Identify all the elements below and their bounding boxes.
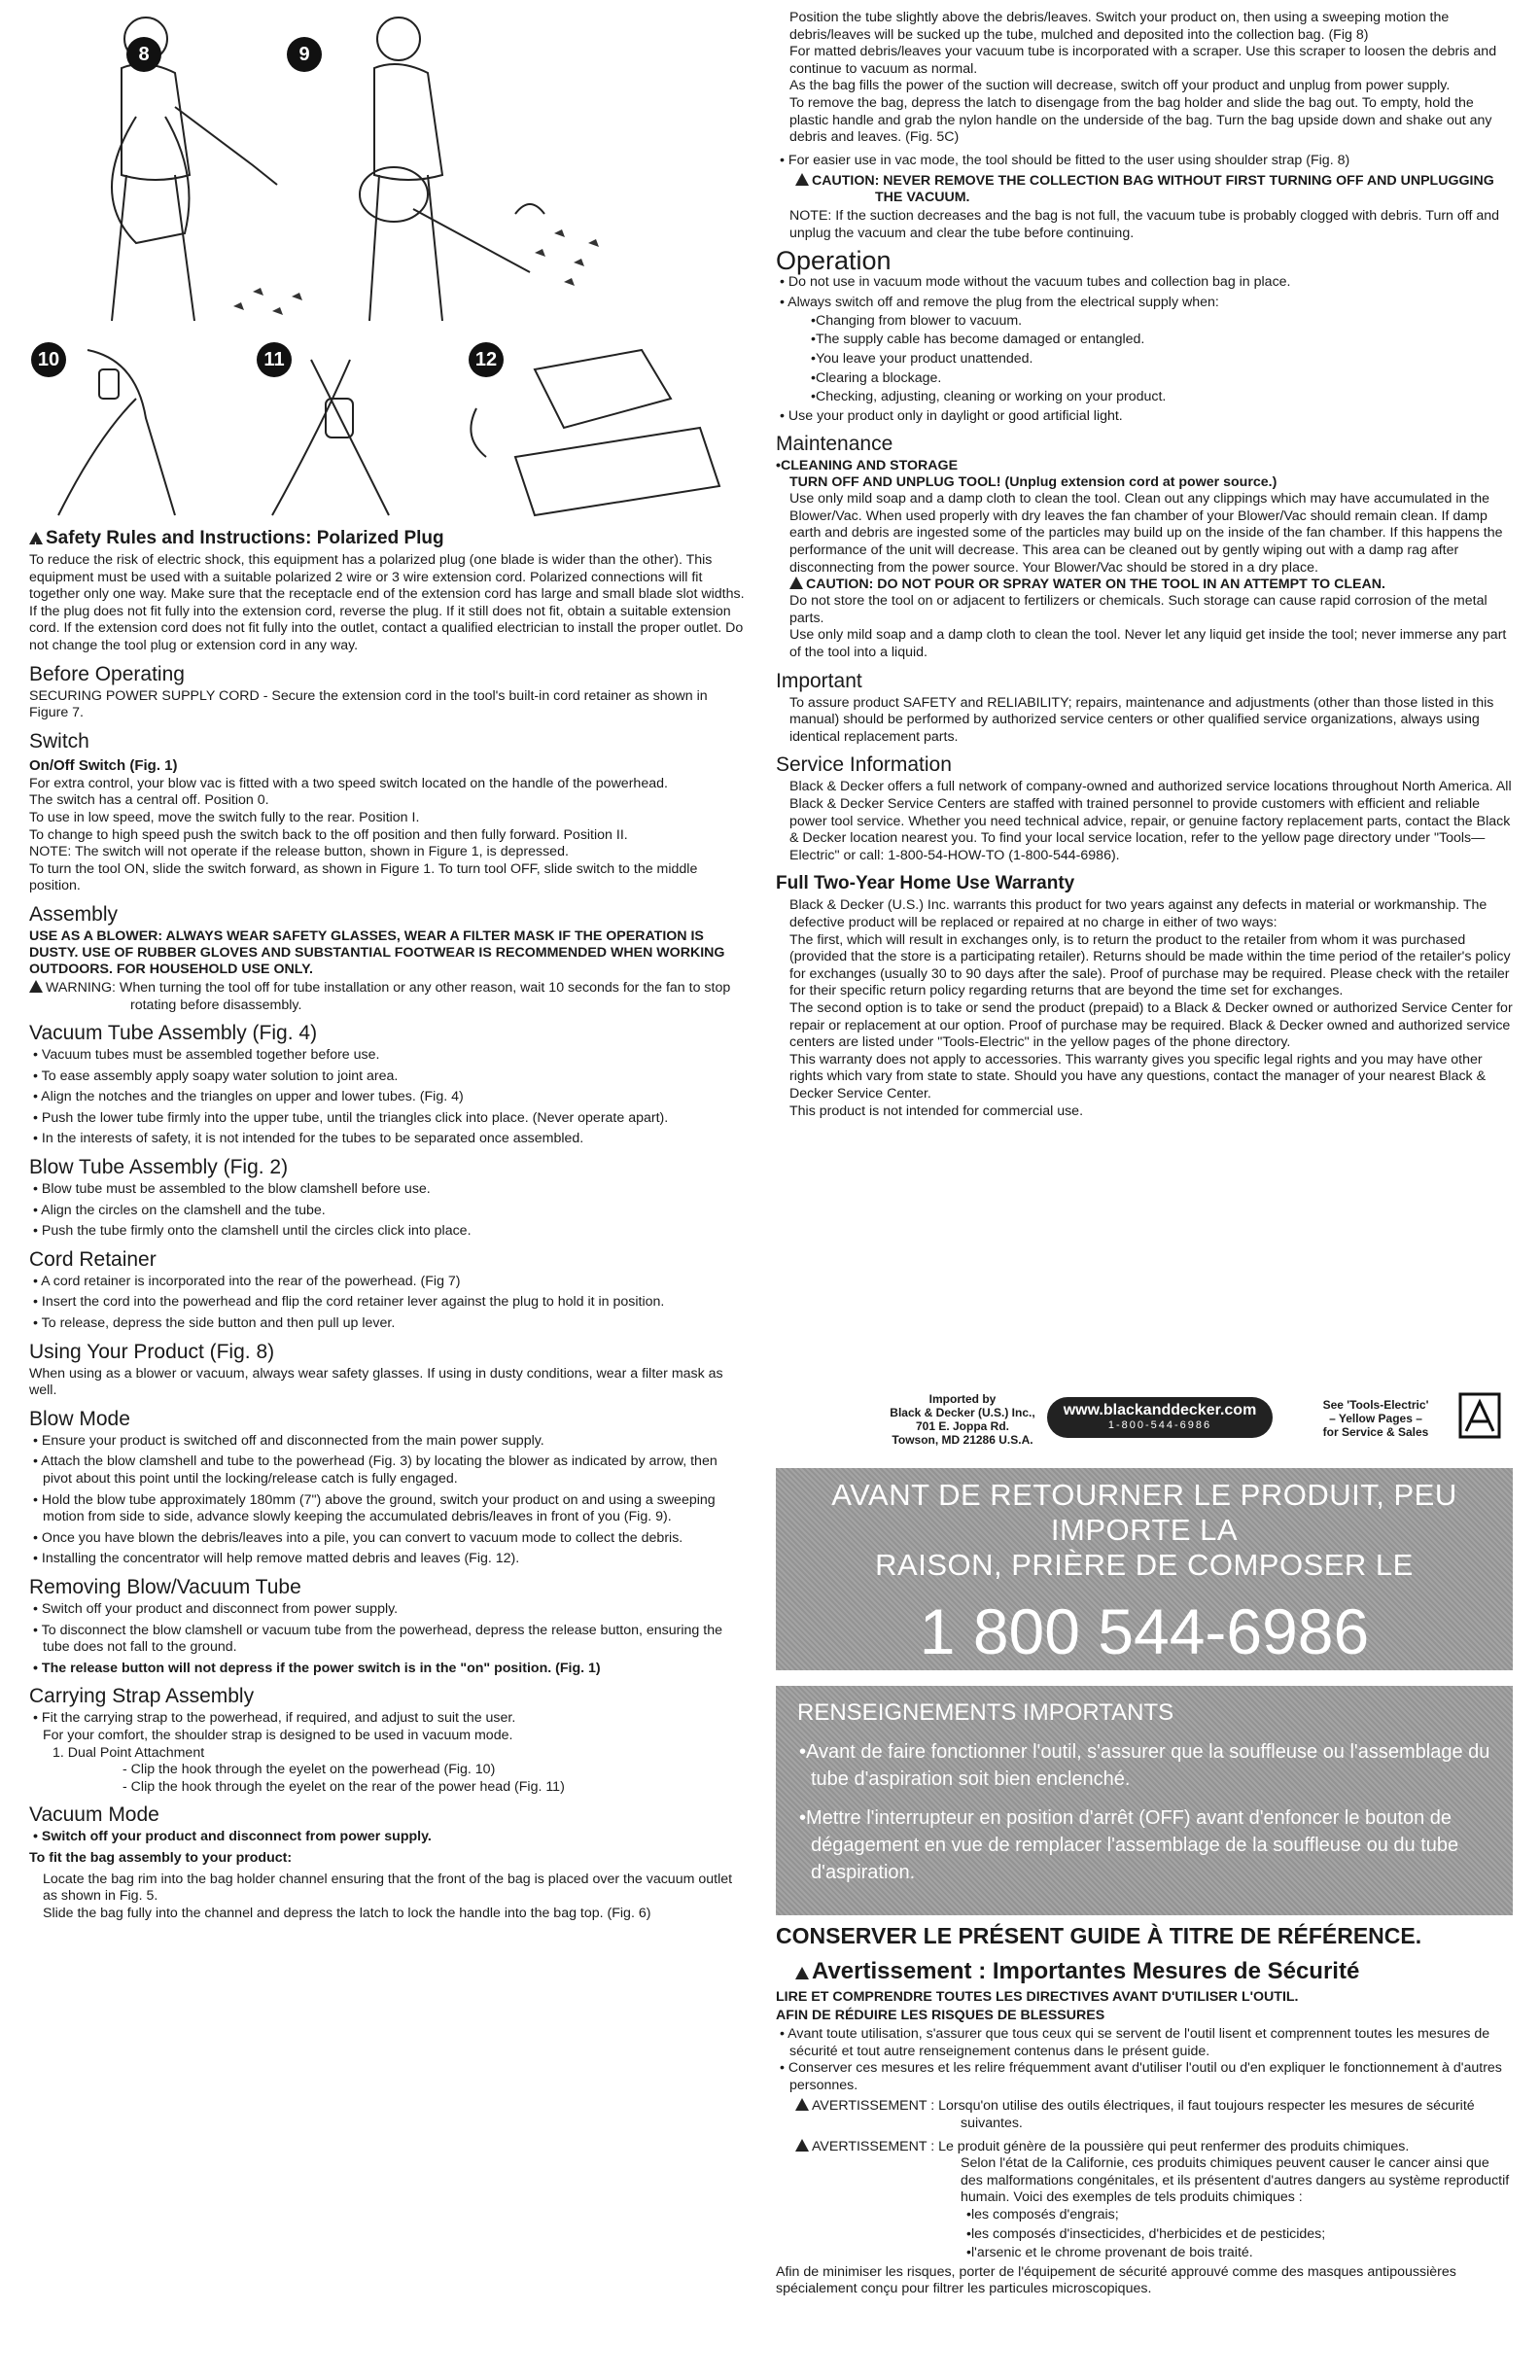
french-last: Afin de minimiser les risques, porter de l'équipement de sécurité approuvé comme des masques antipoussières spécialement conçu pour filtrer les particules microscopiques. — [776, 2263, 1456, 2297]
warranty-text: Black & Decker (U.S.) Inc. warrants this product for two years against any defects in material or workmanship. The defective product will be replaced or repaired at no charge in either of two ways: — [789, 897, 1488, 930]
warranty-text: The first, which will result in exchanges only, is to return the product to the retailer from whom it was purchased (provided that the store is a participating retailer). Returns should be made within the time period of the retailer's policy for exchanges (usually 30 to 90 days after the sale). Proof of purchase may be required. Please check with the retailer for their specific return policy regarding returns that are beyond the time set for exchanges. — [789, 931, 1511, 999]
assembly-heading: Assembly — [29, 902, 119, 926]
maintenance-text: Do not store the tool on or adjacent to fertilizers or chemicals. Such storage can cause rapid corrosion of the metal parts. — [789, 593, 1488, 626]
note-text: NOTE: If the suction decreases and the bag is not full, the vacuum tube is probably clogged with debris. Turn off and unplug the vacuum and clear the tube before continuing. — [789, 208, 1500, 241]
list-item: • les composés d'insecticides, d'herbicides et de pesticides; — [931, 2226, 1513, 2244]
vacuum-text: As the bag fills the power of the suction will decrease, switch off your product and unplug from power supply. — [789, 78, 1451, 94]
list-item: • Blow tube must be assembled to the blow clamshell before use. — [29, 1181, 749, 1199]
strap-text: 1. Dual Point Attachment — [52, 1744, 205, 1761]
french-conserver: CONSERVER LE PRÉSENT GUIDE À TITRE DE RÉFÉRENCE. — [776, 1923, 1422, 1948]
warning-triangle-icon — [789, 577, 803, 589]
polarized-plug-heading: !Safety Rules and Instructions: Polarized Plug — [29, 527, 749, 550]
blow-tube-list — [29, 1181, 749, 1241]
banner-title: RENSEIGNEMENTS IMPORTANTS — [797, 1699, 1174, 1726]
service-heading: Service Information — [776, 753, 952, 777]
maintenance-heading: Maintenance — [776, 433, 893, 456]
using-product-heading: Using Your Product (Fig. 8) — [29, 1340, 275, 1363]
yellow-pages-line: for Service & Sales — [1322, 1425, 1429, 1439]
operation-sublist — [776, 313, 1513, 406]
list-item: • You leave your product unattended. — [776, 351, 1513, 368]
operation-heading: Operation — [776, 245, 892, 275]
list-item: • Attach the blow clamshell and tube to the powerhead (Fig. 3) by locating the blower as indicated by arrow, then pivot about this point until the locking/release catch is fully engaged. — [29, 1453, 749, 1488]
french-avert-title: !Avertissement : Importantes Mesures de Sécurité — [776, 1956, 1513, 1987]
maintenance-caps: TURN OFF AND UNPLUG TOOL! (Unplug extension cord at power source.) — [789, 474, 1278, 491]
list-item: • Switch off your product and disconnect from power supply. — [29, 1829, 749, 1846]
warning-triangle-icon — [29, 980, 43, 993]
list-item: • For easier use in vac mode, the tool should be fitted to the user using shoulder strap (Fig. 8) — [776, 153, 1513, 170]
vacuum-mode-text: Slide the bag fully into the channel and depress the latch to lock the handle into the bag top. (Fig. 6) — [43, 1905, 651, 1921]
vacuum-mode-heading: Vacuum Mode — [29, 1803, 159, 1827]
vacuum-tube-list — [29, 1047, 749, 1148]
french-avert-2: !AVERTISSEMENT : Le produit génère de la poussière qui peut renfermer des produits chimiques. — [776, 2139, 1513, 2156]
blow-mode-list — [29, 1433, 749, 1568]
warranty-text: This warranty does not apply to accessories. This warranty gives you specific legal rights and you may have other rights which vary from state to state. Should you have any questions, contact the manager of your nearest Black & Decker Service Center. — [789, 1051, 1487, 1102]
strap-text: - Clip the hook through the eyelet on the rear of the power head (Fig. 11) — [122, 1778, 565, 1795]
importer-line: Imported by — [928, 1392, 997, 1406]
switch-text: To use in low speed, move the switch fully to the rear. Position I. — [29, 809, 420, 825]
figure-9-illustration — [321, 0, 612, 340]
banner-line: AVANT DE RETOURNER LE PRODUIT, PEU IMPORTE LA — [831, 1478, 1457, 1547]
switch-text: To change to high speed push the switch back to the off position and then fully forward. Position II. — [29, 826, 628, 843]
figure-10-badge: 10 — [31, 342, 66, 377]
removing-tube-heading: Removing Blow/Vacuum Tube — [29, 1575, 301, 1598]
important-heading: Important — [776, 669, 862, 692]
switch-text: The switch has a central off. Position 0. — [29, 792, 269, 809]
figure-9-badge: 9 — [287, 37, 322, 72]
importer-line: Black & Decker (U.S.) Inc., — [890, 1406, 1035, 1419]
list-item: • To release, depress the side button and then pull up lever. — [29, 1315, 749, 1333]
figure-12-badge: 12 — [469, 342, 504, 377]
list-item: • Installing the concentrator will help remove matted debris and leaves (Fig. 12). — [29, 1551, 749, 1568]
operation-list-2 — [776, 408, 1513, 426]
list-item: • Align the circles on the clamshell and the tube. — [29, 1203, 749, 1220]
list-item: • In the interests of safety, it is not intended for the tubes to be separated once assembled. — [29, 1131, 749, 1148]
list-item: • Vacuum tubes must be assembled together before use. — [29, 1047, 749, 1065]
operation-list — [776, 274, 1513, 312]
warranty-text: The second option is to take or send the product (prepaid) to a Black & Decker owned or authorized Service Center for repair or replacement at our option. Proof of purchase may be required. Black & Decker owned and authorized service centers are listed under "Tools-Electric" in the yellow pages of the phone directory. — [789, 999, 1513, 1051]
right-column — [776, 10, 1513, 1120]
list-item: • Fit the carrying strap to the powerhead, if required, and adjust to suit the user. — [29, 1710, 749, 1728]
vacuum-text: To remove the bag, depress the latch to disengage from the bag holder and slide the bag out. To empty, hold the plastic handle and grab the nylon handle on the underside of the bag. Turn the bag upside down and shake out any debris and leaves. (Fig. 5C) — [789, 94, 1492, 146]
list-item: • Do not use in vacuum mode without the vacuum tubes and collection bag in place. — [776, 274, 1513, 292]
important-text: To assure product SAFETY and RELIABILITY; repairs, maintenance and adjustments (other than those listed in this manual) should be performed by authorized service centers or other qualified service organizations, always using identical replacement parts. — [789, 694, 1494, 745]
list-item: • Push the tube firmly onto the clamshell until the circles click into place. — [29, 1223, 749, 1241]
maintenance-text: Use only mild soap and a damp cloth to clean the tool. Never let any liquid get inside the tool; never immerse any part of the tool into a liquid. — [789, 627, 1507, 661]
vacuum-mode-list — [29, 1829, 749, 1846]
warranty-text: This product is not intended for commercial use. — [789, 1102, 1084, 1119]
french-safety-section — [776, 1921, 1513, 2298]
vacuum-mode-bold: To fit the bag assembly to your product: — [29, 1849, 293, 1866]
warning-triangle-icon — [795, 2139, 809, 2152]
strap-text: - Clip the hook through the eyelet on the powerhead (Fig. 10) — [122, 1762, 496, 1778]
list-item: • To ease assembly apply soapy water solution to joint area. — [29, 1068, 749, 1086]
cord-retainer-list — [29, 1274, 749, 1333]
list-item: • Switch off your product and disconnect from power supply. — [29, 1601, 749, 1619]
importer-line: Towson, MD 21286 U.S.A. — [892, 1433, 1033, 1447]
website-phone: 1-800-544-6986 — [1107, 1419, 1212, 1431]
figure-8-illustration — [29, 0, 321, 340]
carrying-strap-heading: Carrying Strap Assembly — [29, 1685, 255, 1708]
importer-block — [883, 1392, 1042, 1447]
switch-heading: Switch — [29, 729, 89, 752]
list-item: • Align the notches and the triangles on upper and lower tubes. (Fig. 4) — [29, 1089, 749, 1106]
french-lire: LIRE ET COMPRENDRE TOUTES LES DIRECTIVES AVANT D'UTILISER L'OUTIL. — [776, 1989, 1299, 2005]
maintenance-caps: •CLEANING AND STORAGE — [776, 458, 959, 474]
caution-bag: !CAUTION: NEVER REMOVE THE COLLECTION BAG WITHOUT FIRST TURNING OFF AND UNPLUGGING THE VACUUM. — [776, 173, 1513, 206]
vacuum-text: Position the tube slightly above the debris/leaves. Switch your product on, then using a sweeping motion the debris/leaves will be sucked up the tube, mulched and deposited into the collection bag. (Fig 8) — [789, 10, 1450, 43]
strap-note-list — [776, 153, 1513, 170]
french-afin: AFIN DE RÉDUIRE LES RISQUES DE BLESSURES — [776, 2008, 1105, 2023]
warning-triangle-icon — [29, 532, 43, 544]
yellow-pages-line: – Yellow Pages – — [1329, 1412, 1422, 1425]
banner-item: •Mettre l'interrupteur en position d'arrêt (OFF) avant d'enfoncer le bouton de dégagement en vue de remplacer l'assemblage de la souffleuse ou du tube d'aspiration. — [799, 1807, 1459, 1883]
list-item: • Once you have blown the debris/leaves into a pile, you can convert to vacuum mode to collect the debris. — [29, 1530, 749, 1548]
list-item: • Always switch off and remove the plug from the electrical supply when: — [776, 295, 1513, 312]
blow-mode-heading: Blow Mode — [29, 1407, 130, 1430]
switch-text: To turn the tool ON, slide the switch forward, as shown in Figure 1. To turn tool OFF, slide switch to the middle position. — [29, 860, 698, 894]
list-item: • Push the lower tube firmly into the upper tube, until the triangles click into place. (Never operate apart). — [29, 1110, 749, 1128]
switch-note: NOTE: The switch will not operate if the release button, shown in Figure 1, is depressed. — [29, 844, 569, 860]
french-list — [776, 2026, 1513, 2094]
assembly-caps: USE AS A BLOWER: ALWAYS WEAR SAFETY GLASSES, WEAR A FILTER MASK IF THE OPERATION IS DUSTY. USE OF RUBBER GLOVES AND SUBSTANTIAL FOOTWEAR IS RECOMMENDED WHEN WORKING OUTDOORS. FOR HOUSEHOLD USE ONLY. — [29, 928, 725, 977]
banner-line: RAISON, PRIÈRE DE COMPOSER LE — [875, 1548, 1414, 1582]
maintenance-caution: !CAUTION: DO NOT POUR OR SPRAY WATER ON THE TOOL IN AN ATTEMPT TO CLEAN. — [776, 577, 1513, 593]
banner-phone: 1 800 544-6986 — [919, 1595, 1370, 1667]
list-item: • To disconnect the blow clamshell or vacuum tube from the powerhead, depress the release button, ensuring the tube does not fall to the ground. — [29, 1623, 749, 1657]
french-call-banner — [776, 1468, 1513, 1670]
list-item: • Hold the blow tube approximately 180mm (7") above the ground, switch your product on and using a sweeping motion from side to side, advance slowly keeping the accumulated debris/leaves in front of you (Fig. 9). — [29, 1492, 749, 1526]
warning-triangle-icon — [795, 1967, 809, 1979]
removing-tube-list — [29, 1601, 749, 1677]
polarized-plug-text: To reduce the risk of electric shock, this equipment has a polarized plug (one blade is wider than the other). This equipment must be used with a suitable polarized 2 wire or 3 wire extension cord. Polarized connections will fit together only one way. Make sure that the receptacle end of the extension cord has large and small blade slot widths. If the plug does not fit fully into the extension cord, reverse the plug. If it still does not fit, obtain a suitable extension cord. If the extension cord does not fit fully into the outlet, contact a qualified electrician to install the proper outlet. Do not change the tool plug or extension cord in any way. — [29, 552, 745, 653]
figure-11-badge: 11 — [257, 342, 292, 377]
warranty-heading: Full Two-Year Home Use Warranty — [776, 873, 1075, 894]
list-item: • Changing from blower to vacuum. — [776, 313, 1513, 331]
carrying-strap-list — [29, 1710, 749, 1728]
french-avert-2b: Selon l'état de la Californie, ces produits chimiques peuvent causer le cancer ainsi que des malformations congénitales, et ils présentent d'autres dangers au système reproductif humain. Voici des exemples de tels produits chimiques : — [961, 2155, 1510, 2206]
list-item: • Conserver ces mesures et les relire fréquemment avant d'utiliser l'outil ou d'en expliquer le fonctionnement à d'autres personnes. — [776, 2060, 1513, 2094]
list-item: • les composés d'engrais; — [931, 2207, 1513, 2224]
vacuum-text: For matted debris/leaves your vacuum tube is incorporated with a scraper. Use this scraper to loosen the debris and continue to vacuum as normal. — [789, 44, 1497, 77]
list-item: • Insert the cord into the powerhead and flip the cord retainer lever against the plug to hold it in position. — [29, 1294, 749, 1312]
french-important-banner — [776, 1686, 1513, 1915]
maintenance-text: Use only mild soap and a damp cloth to clean the tool. Clean out any clippings which may have accumulated in the Blower/Vac. When used properly with dry leaves the fan chamber of your Blower/Vac should remain clean. If damp earth and debris are ingested some of the particles may build up on the inside of the fan chamber. If this happens the performance of the unit will decrease. This area can be cleaned out by gently wiping out with a damp rag after disconnecting from the power source. Your Blower/Vac should be stored in a dry place. — [789, 491, 1503, 576]
switch-text: For extra control, your blow vac is fitted with a two speed switch located on the handle of the powerhead. — [29, 775, 668, 791]
figures-area — [29, 0, 749, 525]
vacuum-mode-text: Locate the bag rim into the bag holder channel ensuring that the front of the bag is placed over the vacuum outlet as shown in Fig. 5. — [43, 1871, 733, 1905]
yellow-pages-block — [1303, 1398, 1449, 1439]
list-item: • Use your product only in daylight or good artificial light. — [776, 408, 1513, 426]
yellow-pages-line: See 'Tools-Electric' — [1322, 1398, 1429, 1412]
list-item: • The release button will not depress if the power switch is in the "on" position. (Fig. 1) — [29, 1661, 749, 1678]
before-operating-text: SECURING POWER SUPPLY CORD - Secure the extension cord in the tool's built-in cord retainer as shown in Figure 7. — [29, 687, 708, 721]
vacuum-tube-heading: Vacuum Tube Assembly (Fig. 4) — [29, 1022, 318, 1045]
before-operating-heading: Before Operating — [29, 662, 185, 685]
warning-triangle-icon — [795, 2098, 809, 2111]
figure-8-badge: 8 — [126, 37, 161, 72]
importer-line: 701 E. Joppa Rd. — [915, 1419, 1010, 1433]
switch-subheading: On/Off Switch (Fig. 1) — [29, 756, 178, 774]
website-url: www.blackanddecker.com — [1063, 1402, 1257, 1418]
strap-text: For your comfort, the shoulder strap is designed to be used in vacuum mode. — [43, 1727, 513, 1743]
french-sublist — [776, 2207, 1513, 2262]
list-item: • l'arsenic et le chrome provenant de bois traité. — [931, 2245, 1513, 2262]
blow-tube-heading: Blow Tube Assembly (Fig. 2) — [29, 1156, 289, 1179]
list-item: • Checking, adjusting, cleaning or working on your product. — [776, 389, 1513, 406]
banner-item: •Avant de faire fonctionner l'outil, s'assurer que la souffleuse ou l'assemblage du tube d'aspiration soit bien enclenché. — [799, 1741, 1490, 1790]
using-product-text: When using as a blower or vacuum, always wear safety glasses. If using in dusty conditions, wear a filter mask as well. — [29, 1365, 723, 1399]
list-item: • A cord retainer is incorporated into the rear of the powerhead. (Fig 7) — [29, 1274, 749, 1291]
warning-triangle-icon — [795, 173, 809, 186]
list-item: • Avant toute utilisation, s'assurer que tous ceux qui se servent de l'outil lisent et comprennent toutes les mesures de sécurité et tout autre renseignement contenus dans le présent guide. — [776, 2026, 1513, 2060]
assembly-warning: !WARNING: When turning the tool off for tube installation or any other reason, wait 10 seconds for the fan to stop rotating before disassembly. — [29, 980, 749, 1014]
website-logo — [1047, 1397, 1273, 1438]
french-avert-1: !AVERTISSEMENT : Lorsqu'on utilise des outils électriques, il faut toujours respecter les mesures de sécurité suivantes. — [776, 2098, 1513, 2132]
left-column — [29, 527, 749, 1922]
list-item: • The supply cable has become damaged or entangled. — [776, 332, 1513, 349]
yellow-pages-icon — [1458, 1392, 1501, 1439]
service-text: Black & Decker offers a full network of company-owned and authorized service locations throughout North America. All Black & Decker Service Centers are staffed with trained personnel to provide customers with efficient and reliable power tool service. Whether you need technical advice, repair, or genuine factory replacement parts, contact the Black & Decker location nearest you. To find your local service location, refer to the yellow page directory under "Tools—Electric" or call: 1-800-54-HOW-TO (1-800-544-6986). — [789, 779, 1512, 863]
cord-retainer-heading: Cord Retainer — [29, 1247, 157, 1271]
list-item: • Clearing a blockage. — [776, 370, 1513, 388]
list-item: • Ensure your product is switched off and disconnected from the main power supply. — [29, 1433, 749, 1451]
